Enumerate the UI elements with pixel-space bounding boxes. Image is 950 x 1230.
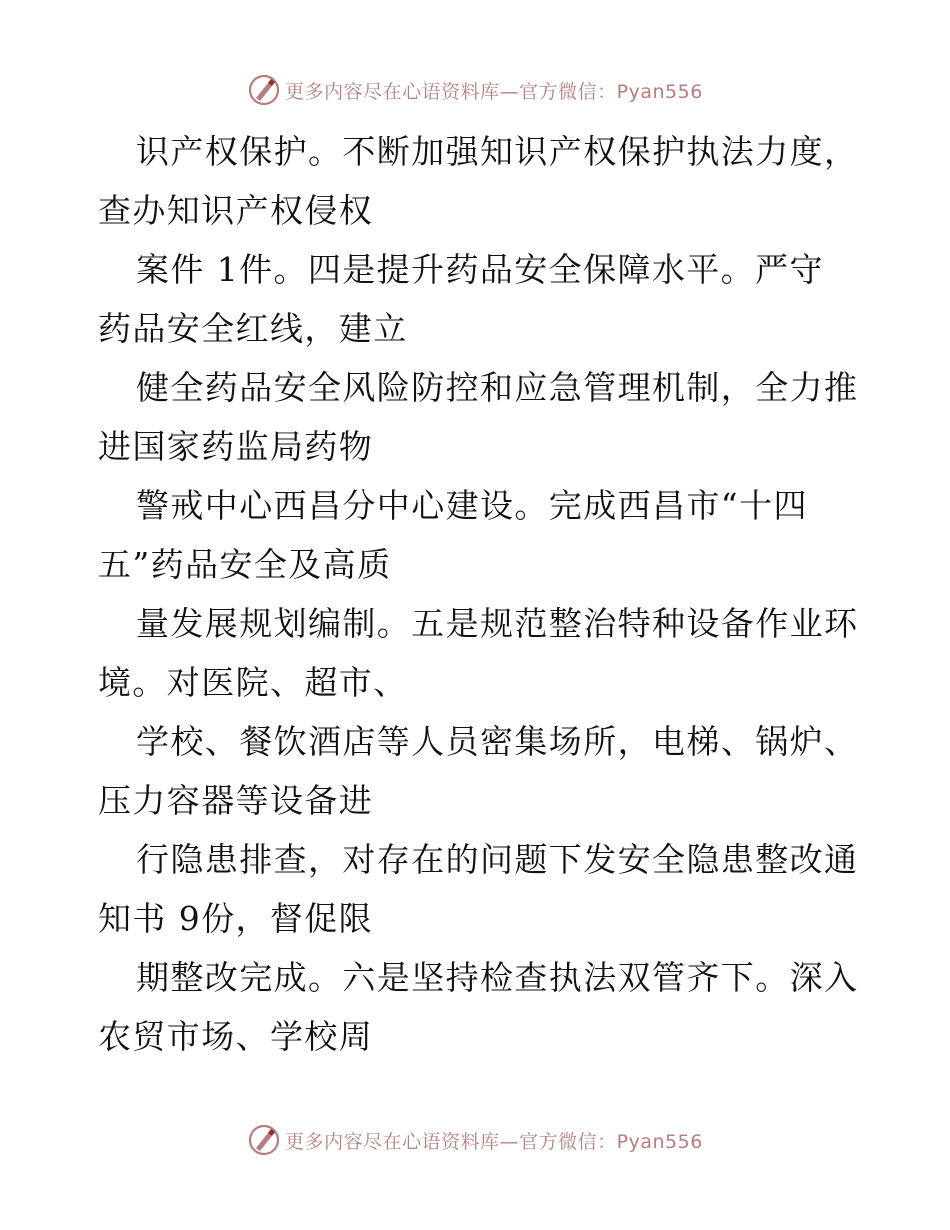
- paragraph-line: 进国家药监局药物: [98, 427, 374, 466]
- paragraph: [98, 594, 868, 712]
- paragraph: [98, 240, 868, 358]
- paragraph: [98, 712, 868, 830]
- paragraph-line: 期整改完成。六是坚持检查执法双管齐下。深入: [136, 958, 859, 997]
- pen-logo-icon: [247, 1123, 281, 1157]
- footer-banner: [0, 1120, 950, 1160]
- paragraph-line: 量发展规划编制。五是规范整治特种设备作业环: [136, 604, 859, 643]
- paragraph-line: 药品安全红线，建立: [98, 309, 408, 348]
- paragraph-line: 案件 1件。四是提升药品安全保障水平。严守: [136, 250, 824, 289]
- banner-text: 更多内容尽在心语资料库—官方微信：Pyan556: [285, 80, 703, 103]
- paragraph-line: 五”药品安全及高质: [98, 545, 392, 584]
- paragraph: [98, 948, 868, 1066]
- paragraph-line: 境。对医院、超市、: [98, 663, 408, 702]
- paragraph-line: 查办知识产权侵权: [98, 191, 374, 230]
- paragraph-line: 压力容器等设备进: [98, 781, 374, 820]
- paragraph-line: 行隐患排查，对存在的问题下发安全隐患整改通: [136, 840, 859, 879]
- pen-logo-icon: [247, 73, 281, 107]
- paragraph: [98, 476, 868, 594]
- banner-text: 更多内容尽在心语资料库—官方微信：Pyan556: [285, 1130, 703, 1153]
- document-body: [98, 122, 868, 1066]
- paragraph: [98, 122, 868, 240]
- header-banner: [0, 70, 950, 110]
- paragraph: [98, 358, 868, 476]
- paragraph-line: 学校、餐饮酒店等人员密集场所，电梯、锅炉、: [136, 722, 859, 761]
- paragraph-line: 健全药品安全风险防控和应急管理机制，全力推: [136, 368, 859, 407]
- paragraph: [98, 830, 868, 948]
- paragraph-line: 警戒中心西昌分中心建设。完成西昌市“十四: [136, 486, 808, 525]
- paragraph-line: 识产权保护。不断加强知识产权保护执法力度，: [136, 132, 859, 171]
- paragraph-line: 农贸市场、学校周: [98, 1017, 374, 1056]
- paragraph-line: 知书 9份，督促限: [98, 899, 374, 938]
